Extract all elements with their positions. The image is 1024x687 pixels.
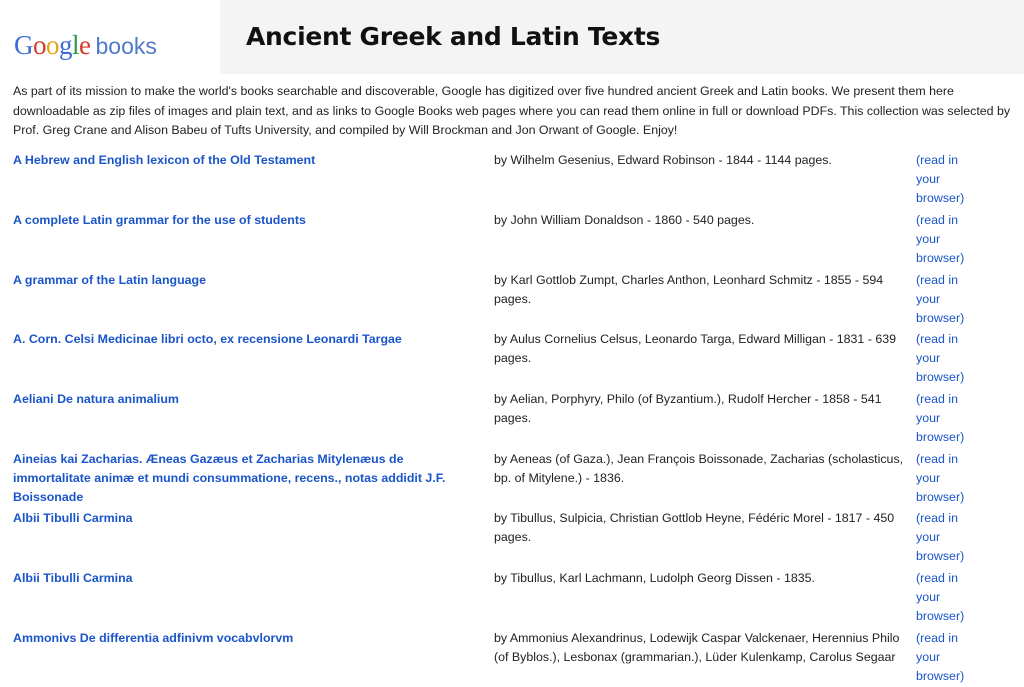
read-in-browser-link[interactable]: (read in your browser) bbox=[916, 452, 965, 505]
intro-paragraph: As part of its mission to make the world's books searchable and discoverable, Google has digitized over five hundred ancient Greek and Latin books. We present them here downloadable as zip files of images and plain text, and as links to Google Books web pages where you can read them online in full or download PDFs. This collection was selected by Prof. Greg Crane and Alison Babeu of Tufts University, and compiled by Will Brockman and Jon Orwant of Google. Enjoy! bbox=[13, 84, 1011, 138]
logo-letter: o bbox=[46, 30, 59, 60]
book-meta: by Aulus Cornelius Celsus, Leonardo Targa, Edward Milligan - 1831 - 639 pages. bbox=[494, 332, 897, 366]
read-in-browser-link[interactable]: (read in your browser) bbox=[916, 511, 965, 564]
book-title-link[interactable]: Ammonivs De differentia adfinivm vocabvlorvm bbox=[13, 631, 294, 645]
page-header bbox=[0, 0, 1024, 78]
book-meta: by Aeneas (of Gaza.), Jean François Boissonade, Zacharias (scholasticus, bp. of Mitylene.) - 1836. bbox=[494, 452, 904, 486]
book-title-link[interactable]: Aineias kai Zacharias. Æneas Gazæus et Zacharias Mitylenæus de immortalitate animæ et mundi consummatione, recens., notas addidit J.F. Boissonade bbox=[13, 452, 446, 505]
logo-letter: o bbox=[33, 30, 46, 60]
book-title-link[interactable]: A grammar of the Latin language bbox=[13, 273, 206, 287]
logo-letter: l bbox=[72, 30, 80, 60]
logo-letter: e bbox=[79, 30, 91, 60]
logo-letter: g bbox=[59, 30, 72, 60]
book-meta: by Aelian, Porphyry, Philo (of Byzantium.), Rudolf Hercher - 1858 - 541 pages. bbox=[494, 392, 882, 426]
book-meta: by Wilhelm Gesenius, Edward Robinson - 1844 - 1144 pages. bbox=[494, 153, 832, 167]
book-title-link[interactable]: Aeliani De natura animalium bbox=[13, 392, 179, 406]
book-title-link[interactable]: A complete Latin grammar for the use of students bbox=[13, 213, 306, 227]
book-title-link[interactable]: A Hebrew and English lexicon of the Old Testament bbox=[13, 153, 316, 167]
google-books-logo[interactable] bbox=[14, 28, 157, 63]
read-in-browser-link[interactable]: (read in your browser) bbox=[916, 571, 965, 624]
book-title-link[interactable]: A. Corn. Celsi Medicinae libri octo, ex recensione Leonardi Targae bbox=[13, 332, 402, 346]
book-meta: by Karl Gottlob Zumpt, Charles Anthon, Leonhard Schmitz - 1855 - 594 pages. bbox=[494, 273, 884, 307]
book-title-link[interactable]: Albii Tibulli Carmina bbox=[13, 511, 133, 525]
read-in-browser-link[interactable]: (read in your browser) bbox=[916, 631, 965, 684]
page-title: Ancient Greek and Latin Texts bbox=[246, 22, 661, 51]
read-in-browser-link[interactable]: (read in your browser) bbox=[916, 273, 965, 326]
read-in-browser-link[interactable]: (read in your browser) bbox=[916, 153, 965, 206]
book-meta: by John William Donaldson - 1860 - 540 pages. bbox=[494, 213, 755, 227]
read-in-browser-link[interactable]: (read in your browser) bbox=[916, 392, 965, 445]
book-meta: by Tibullus, Sulpicia, Christian Gottlob Heyne, Fédéric Morel - 1817 - 450 pages. bbox=[494, 511, 895, 545]
read-in-browser-link[interactable]: (read in your browser) bbox=[916, 213, 965, 266]
logo-letter: G bbox=[14, 30, 33, 60]
read-in-browser-link[interactable]: (read in your browser) bbox=[916, 332, 965, 385]
book-meta: by Tibullus, Karl Lachmann, Ludolph Georg Dissen - 1835. bbox=[494, 571, 815, 585]
logo-books-text: books bbox=[95, 33, 157, 59]
book-meta: by Ammonius Alexandrinus, Lodewijk Caspar Valckenaer, Herennius Philo (of Byblos.), Lesbonax (grammarian.), Lüder Kulenkamp, Carolus Segaar bbox=[494, 631, 900, 665]
book-title-link[interactable]: Albii Tibulli Carmina bbox=[13, 571, 133, 585]
